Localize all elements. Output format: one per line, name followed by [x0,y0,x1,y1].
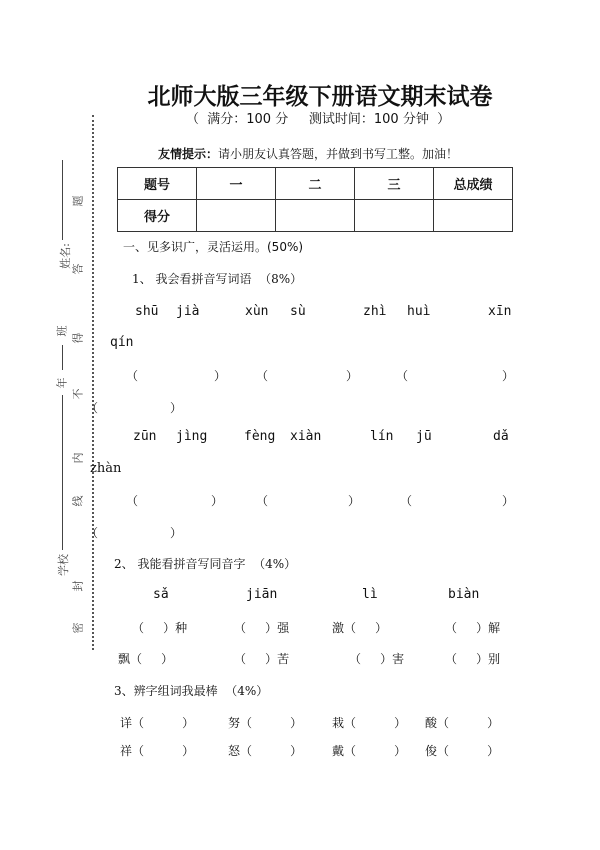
margin-char: 内 [71,452,85,464]
answer-blank[interactable]: 努（ ） [228,716,303,730]
paren-close: ） [214,369,227,383]
pinyin: shū [135,304,159,319]
pinyin: lín [370,429,394,444]
answer-blank[interactable]: （ ）强 [234,621,290,635]
margin-char: 密 [71,622,85,634]
answer-blank[interactable]: （ ）别 [445,652,501,666]
answer-blank[interactable]: 激（ ） [332,621,388,635]
paren-open: （ [256,369,269,383]
answer-blank[interactable]: 俊（ ） [425,744,500,758]
header-cell: 题号 [118,168,197,200]
score-table [117,167,513,232]
margin-char: 封 [71,580,85,592]
answer-blank[interactable]: （ ）苦 [234,652,290,666]
answer-blank[interactable]: 祥（ ） [120,744,195,758]
paren-close: ） [502,369,515,383]
name-label: 姓名: [58,243,72,269]
margin-char: 题 [71,195,85,207]
answer-blank[interactable]: 飘（ ） [118,652,174,666]
question-1-label: 1、 我会看拼音写词语 （8%） [132,272,303,286]
pinyin: xùn [245,304,269,319]
pinyin: zhàn [90,461,122,476]
pinyin: sǎ [153,587,169,602]
pinyin: biàn [448,587,480,602]
header-cell: 二 [276,168,355,200]
pinyin: sù [290,304,306,319]
exam-info: （ 满分：100 分 测试时间：100 分钟 ） [186,112,451,127]
pinyin: zhì [363,304,387,319]
pinyin: jū [416,429,432,444]
paren-open: （ [256,494,269,508]
grade-line [62,395,63,550]
paren-open: （ [86,401,99,415]
pinyin: jiān [246,587,278,602]
answer-blank[interactable]: 详（ ） [120,716,195,730]
pinyin: jià [176,304,200,319]
margin-char: 得 [71,332,85,344]
pinyin: fèng [244,429,276,444]
row-label: 得分 [118,200,197,232]
question-2-label: 2、 我能看拼音写同音字 （4%） [114,557,297,571]
pinyin: xiàn [290,429,322,444]
header-cell: 一 [197,168,276,200]
score-cell[interactable] [355,200,434,232]
answer-blank[interactable]: 怒（ ） [228,744,303,758]
name-line [62,160,63,240]
paren-close: ） [211,494,224,508]
answer-blank[interactable]: 栽（ ） [332,716,407,730]
answer-blank[interactable]: 戴（ ） [332,744,407,758]
paren-close: ） [170,401,183,415]
pinyin: xīn [488,304,512,319]
class-label: 班 [55,325,69,337]
answer-blank[interactable]: （ ）种 [132,621,188,635]
paren-close: ） [502,494,515,508]
section-heading: 一、见多识广，灵活运用。(50%) [123,240,304,254]
paren-open: （ [86,526,99,540]
pinyin: qín [110,335,134,350]
paren-open: （ [126,369,139,383]
hint-text: 请小朋友认真答题，并做到书写工整。加油！ [218,147,459,161]
score-cell[interactable] [197,200,276,232]
answer-blank[interactable]: 酸（ ） [425,716,500,730]
pinyin: lì [362,587,378,602]
score-cell[interactable] [276,200,355,232]
margin-char: 线 [71,495,85,507]
paren-close: ） [348,494,361,508]
header-cell: 总成绩 [434,168,513,200]
pinyin: zūn [133,429,157,444]
pinyin: jìng [176,429,208,444]
header-cell: 三 [355,168,434,200]
page-title: 北师大版三年级下册语文期末试卷 [147,84,493,110]
pinyin: dǎ [493,429,509,444]
paren-open: （ [396,369,409,383]
paren-open: （ [126,494,139,508]
school-label: 学校 [57,554,70,576]
margin-char: 不 [71,388,85,400]
paren-close: ） [346,369,359,383]
score-cell[interactable] [434,200,513,232]
margin-char: 答 [71,263,85,275]
class-line [62,345,63,370]
answer-blank[interactable]: （ ）害 [349,652,405,666]
paren-close: ） [170,526,183,540]
grade-label: 年 [55,377,69,389]
friendly-hint [158,145,458,162]
answer-blank[interactable]: （ ）解 [445,621,501,635]
pinyin: huì [407,304,431,319]
hint-label: 友情提示： [158,147,219,161]
paren-open: （ [400,494,413,508]
question-3-label: 3、辨字组词我最棒 （4%） [114,684,269,698]
binding-dotted-line [92,115,94,650]
